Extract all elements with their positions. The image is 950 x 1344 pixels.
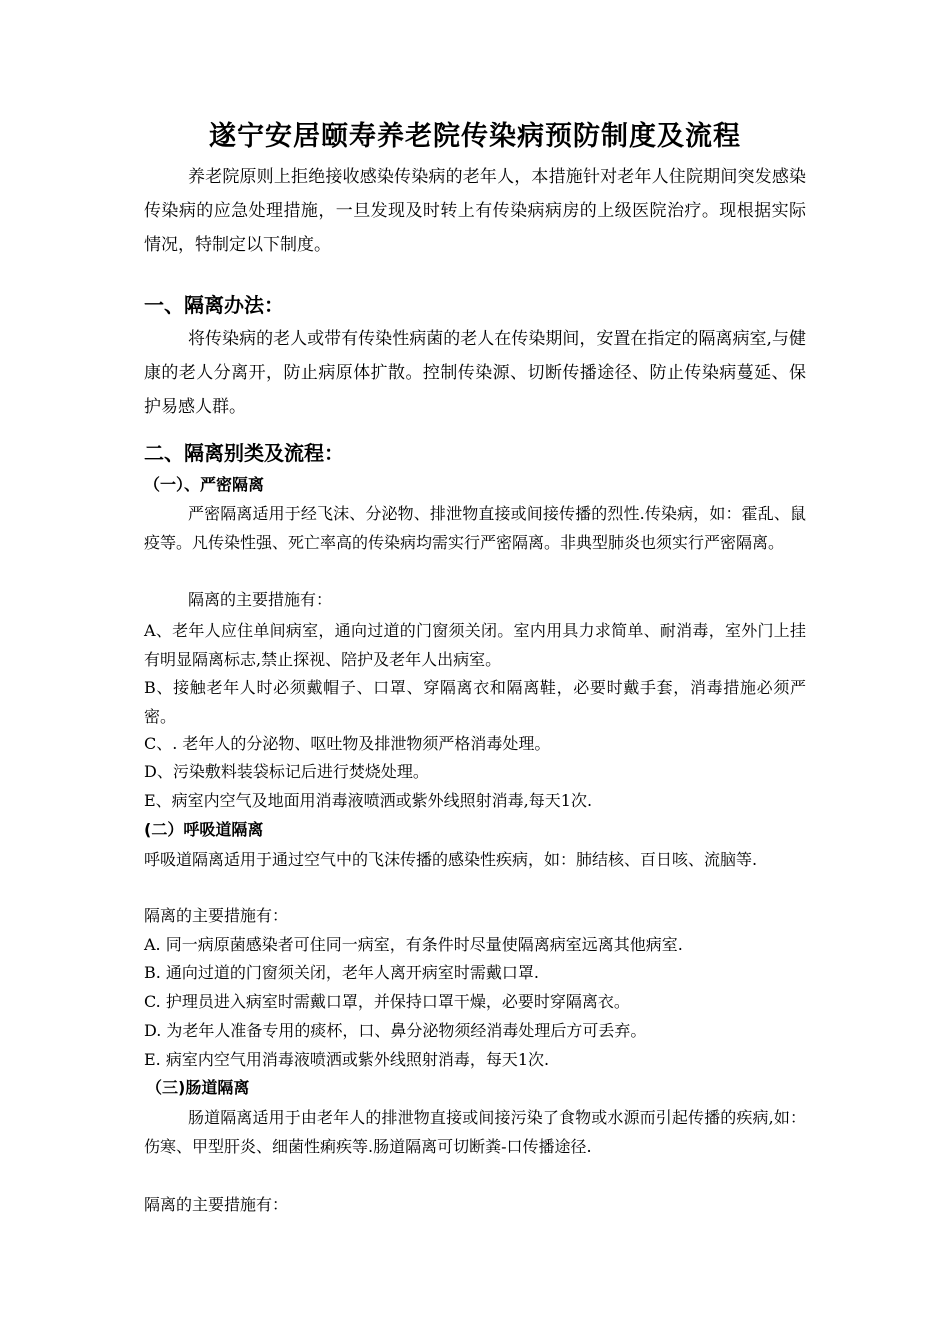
subsection2-item: A. 同一病原菌感染者可住同一病室，有条件时尽量使隔离病室远离其他病室. <box>144 935 683 954</box>
subsection2-measures-label: 隔离的主要措施有： <box>144 906 289 925</box>
subsection2-item: E. 病室内空气用消毒液喷洒或紫外线照射消毒，每天1次. <box>144 1050 550 1069</box>
subsection1-item: A、老年人应住单间病室，通向过道的门窗须关闭。室内用具力求简单、耐消毒，室外门上挂有明显隔离标志,禁止探视、陪护及老年人出病室。 <box>144 621 806 669</box>
page-title: 遂宁安居颐寿养老院传染病预防制度及流程 <box>209 121 741 152</box>
subsection3-paragraph: 肠道隔离适用于由老年人的排泄物直接或间接污染了食物或水源而引起传播的疾病,如：伤寒、甲型肝炎、细菌性痢疾等.肠道隔离可切断粪-口传播途径. <box>144 1108 806 1156</box>
section1-heading: 一、隔离办法： <box>144 293 284 317</box>
subsection3-measures-label: 隔离的主要措施有： <box>144 1195 289 1214</box>
subsection1-paragraph: 严密隔离适用于经飞沫、分泌物、排泄物直接或间接传播的烈性.传染病，如：霍乱、鼠疫等。凡传染性强、死亡率高的传染病均需实行严密隔离。非典型肺炎也须实行严密隔离。 <box>144 504 806 552</box>
subsection2-paragraph: 呼吸道隔离适用于通过空气中的飞沫传播的感染性疾病，如：肺结核、百日咳、流脑等. <box>144 850 758 869</box>
subsection2-item: C. 护理员进入病室时需戴口罩，并保持口罩干燥，必要时穿隔离衣。 <box>144 992 630 1011</box>
subsection3-heading: （三)肠道隔离 <box>146 1078 250 1097</box>
subsection2-heading: (二）呼吸道隔离 <box>144 820 264 839</box>
subsection2-item: D. 为老年人准备专用的痰杯，口、鼻分泌物须经消毒处理后方可丢弃。 <box>144 1021 647 1040</box>
subsection1-item: D、污染敷料装袋标记后进行焚烧处理。 <box>144 762 429 781</box>
section2-heading: 二、隔离别类及流程： <box>144 441 344 465</box>
intro-paragraph: 养老院原则上拒绝接收感染传染病的老年人，本措施针对老年人住院期间突发感染传染病的应急处理措施，一旦发现及时转上有传染病病房的上级医院治疗。现根据实际情况，特制定以下制度。 <box>144 167 806 255</box>
subsection1-heading: （一）、严密隔离 <box>144 475 265 494</box>
subsection1-item: E、病室内空气及地面用消毒液喷洒或紫外线照射消毒,每天1次. <box>144 791 593 810</box>
subsection1-item: C、. 老年人的分泌物、呕吐物及排泄物须严格消毒处理。 <box>144 734 551 753</box>
subsection1-measures-label: 隔离的主要措施有： <box>188 590 333 609</box>
subsection2-item: B. 通向过道的门窗须关闭，老年人离开病室时需戴口罩. <box>144 963 540 982</box>
subsection1-item: B、接触老年人时必须戴帽子、口罩、穿隔离衣和隔离鞋，必要时戴手套，消毒措施必须严密。 <box>144 678 806 726</box>
section1-paragraph: 将传染病的老人或带有传染性病菌的老人在传染期间，安置在指定的隔离病室,与健康的老人分离开，防止病原体扩散。控制传染源、切断传播途径、防止传染病蔓延、保护易感人群。 <box>144 329 806 417</box>
